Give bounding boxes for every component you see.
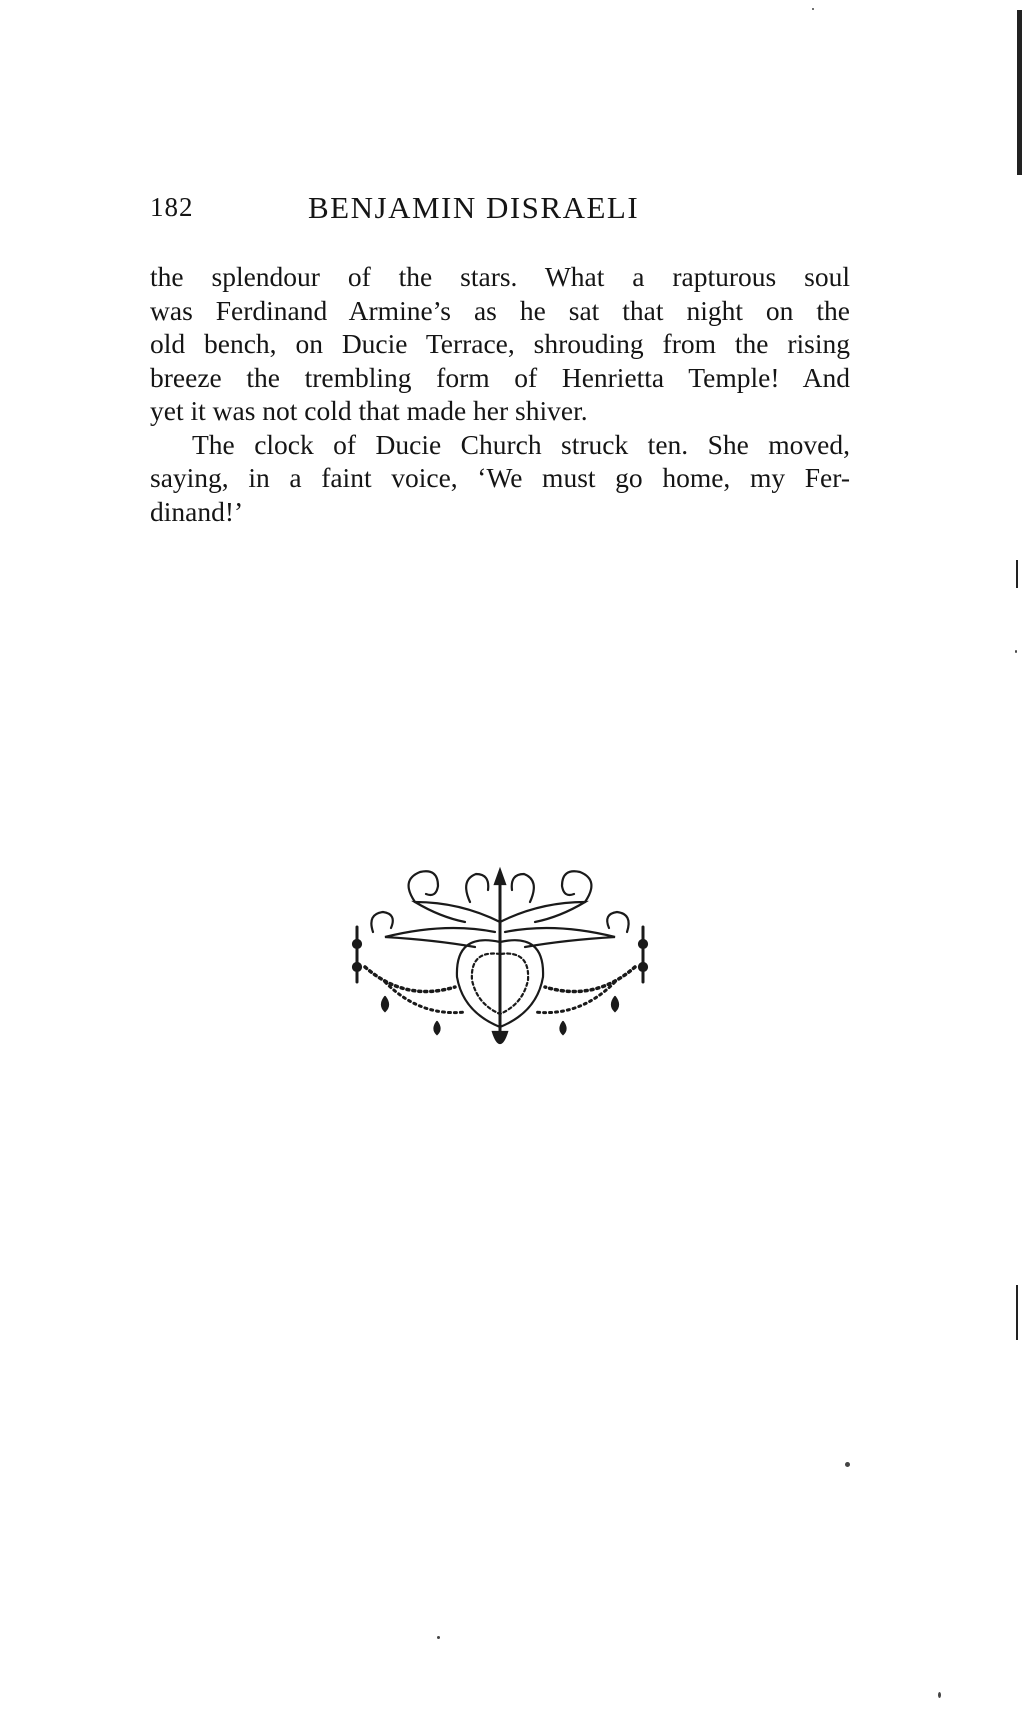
scan-edge-mark: [1017, 10, 1022, 175]
text-line: the splendour of the stars. What a rapturous soul: [150, 261, 850, 292]
text-line: yet it was not cold that made her shiver.: [150, 395, 588, 426]
scan-speck: [938, 1692, 941, 1698]
paragraph-1: [150, 260, 850, 428]
page-header: [150, 192, 850, 232]
page-number: 182: [150, 192, 194, 222]
text-line: breeze the trembling form of Henrietta Temple! And: [150, 361, 850, 393]
scan-edge-mark: [1016, 560, 1018, 588]
scan-edge-mark: [1016, 1285, 1018, 1340]
scan-speck: [437, 1636, 440, 1639]
scan-speck: [845, 1462, 850, 1467]
text-line: dinand!’: [150, 495, 244, 527]
scan-speck: [1015, 650, 1017, 653]
text-line: The clock of Ducie Church struck ten. She moved,: [192, 428, 850, 460]
text-line: old bench, on Ducie Terrace, shrouding from the rising: [150, 328, 850, 359]
text-line: was Ferdinand Armine’s as he sat that night on the: [150, 294, 850, 326]
scan-speck: [812, 8, 814, 10]
paragraph-2: [150, 428, 850, 529]
running-title: BENJAMIN DISRAELI: [308, 190, 640, 225]
text-line: saying, in a faint voice, ‘We must go home, my Fer-: [150, 462, 850, 493]
body-text: [150, 260, 850, 528]
floral-tailpiece-ornament-icon: [345, 862, 655, 1062]
